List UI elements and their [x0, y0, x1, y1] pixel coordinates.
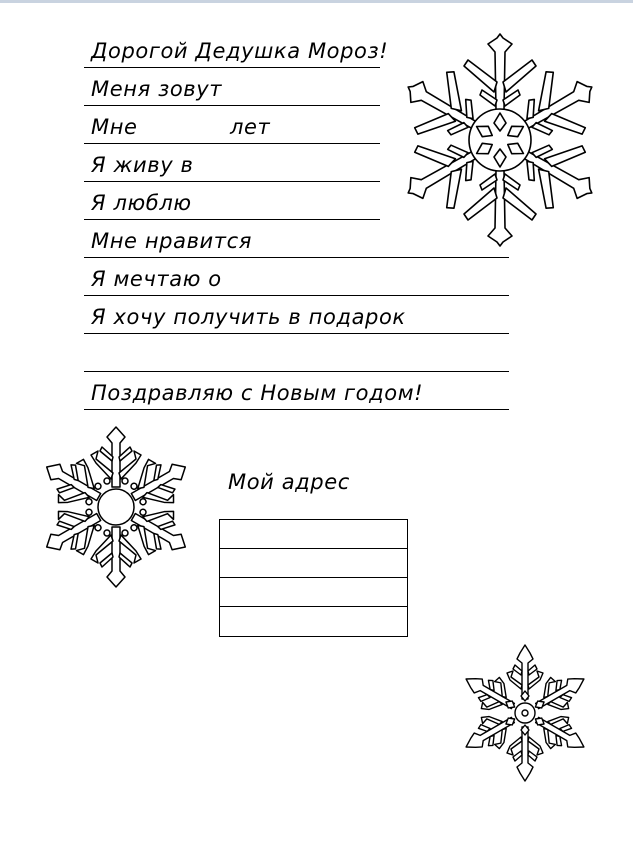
dream-line[interactable] — [84, 258, 509, 296]
age-label: Мне — [91, 115, 138, 139]
snowflake-icon — [462, 640, 588, 786]
greeting-line — [84, 30, 389, 68]
greeting-text: Дорогой Дедушка Мороз! — [91, 39, 389, 63]
age-line[interactable] — [84, 106, 380, 144]
address-row[interactable] — [220, 549, 407, 578]
love-label: Я люблю — [91, 191, 192, 215]
like-label: Мне нравится — [91, 229, 253, 253]
address-row[interactable] — [220, 520, 407, 549]
closing-text: Поздравляю с Новым годом! — [91, 381, 424, 405]
snowflake-icon — [380, 32, 620, 248]
age-suffix-label: лет — [230, 115, 271, 139]
love-line[interactable] — [84, 182, 380, 220]
name-line[interactable] — [84, 68, 380, 106]
snowflake-icon — [18, 424, 214, 590]
address-box — [219, 519, 408, 637]
gift-extra-line[interactable] — [84, 334, 509, 372]
gift-label: Я хочу получить в подарок — [91, 305, 406, 329]
address-title: Мой адрес — [228, 470, 350, 494]
name-label: Меня зовут — [91, 77, 223, 101]
dream-label: Я мечтаю о — [91, 267, 222, 291]
city-label: Я живу в — [91, 153, 194, 177]
city-line[interactable] — [84, 144, 380, 182]
address-row[interactable] — [220, 578, 407, 607]
page-top-border — [0, 0, 633, 3]
address-row[interactable] — [220, 607, 407, 636]
gift-line[interactable] — [84, 296, 509, 334]
closing-line — [84, 372, 509, 410]
